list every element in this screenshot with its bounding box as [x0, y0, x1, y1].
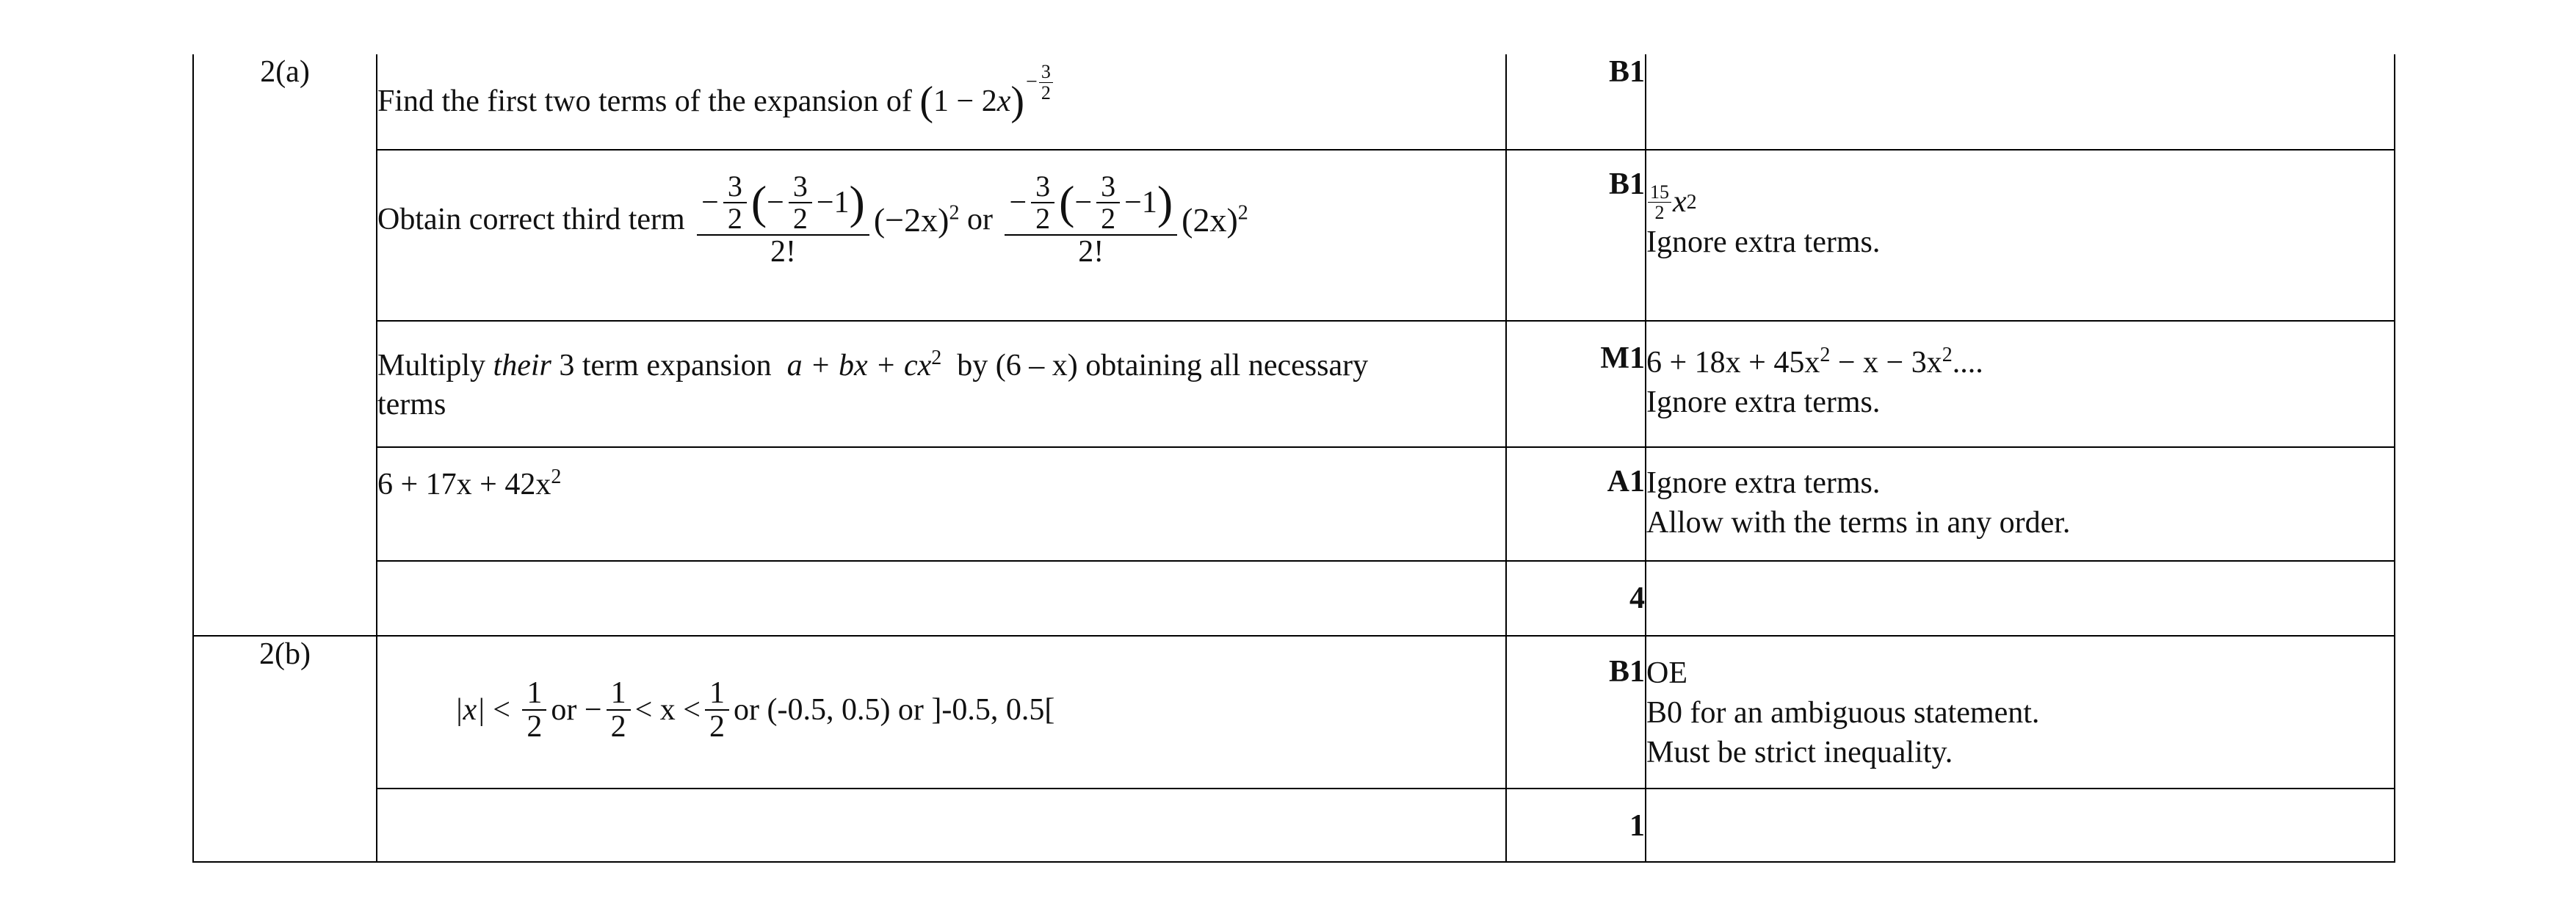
mark-b1: B1 [1608, 655, 1645, 689]
guidance-cell [1646, 789, 2395, 862]
half-fraction: $\frac{1}{2}$ [705, 677, 729, 743]
answer-text: 3 term expansion [559, 349, 772, 383]
mark-b1: B1 [1608, 55, 1645, 89]
guidance-expression: $\frac{15}{2}$ x 2 [1646, 182, 1697, 223]
answer-expression: a + bx + cx [786, 349, 932, 383]
answer-cell: |x| < $\frac{1}{2}$ or − $\frac{1}{2}$ < x < $\frac{1}{2}$ or (-0.5, 0.5) or ]-0.5, 0.5[ [377, 636, 1506, 789]
mark-a1: A1 [1607, 465, 1645, 499]
guidance-text: B0 for an ambiguous statement. [1646, 695, 2040, 730]
half-fraction: $\frac{1}{2}$ [607, 677, 631, 743]
answer-text: Find the first two terms of the expansion of [377, 84, 912, 118]
guidance-cell [1646, 321, 2395, 447]
expr-exponent: − $\frac{3}{2}$ [1026, 62, 1054, 103]
mark-total-cell [1506, 789, 1646, 862]
answer-text: Obtain correct third term [377, 203, 685, 237]
table-row [193, 789, 2395, 862]
table-row [193, 636, 2395, 789]
answer-emphasis: their [493, 349, 551, 383]
question-label: 2(a) [260, 55, 310, 89]
answer-cell: Find the first two terms of the expansion of ( 1 − 2x ) − $\frac{3}{2}$ [377, 54, 1506, 150]
table-row [193, 150, 2395, 321]
mark-total: 4 [1629, 581, 1645, 615]
half-fraction: $\frac{1}{2}$ [522, 677, 546, 743]
guidance-cell [1646, 447, 2395, 561]
term-1: $(-2x)^2$ [873, 200, 960, 239]
answer-cell [377, 447, 1506, 561]
answer-text: or (-0.5, 0.5) or ]-0.5, 0.5[ [733, 693, 1055, 727]
third-term-fraction-2: − $\frac{3}{2}$ ( − $\frac{3}{2}$ −1 ) 2! [1005, 171, 1177, 268]
question-number-2b [193, 636, 377, 862]
mark-cell [1506, 447, 1646, 561]
guidance-text: OE [1646, 656, 1687, 690]
table-row [193, 447, 2395, 561]
mark-cell [1506, 54, 1646, 150]
answer-cell: Multiply their 3 term expansion a + bx + $cx^2$ by (6 – x) obtaining all necessary terms [377, 321, 1506, 447]
answer-text: by (6 – x) obtaining all necessary [957, 349, 1369, 383]
mark-m1: M1 [1600, 341, 1645, 375]
guidance-text: Allow with the terms in any order. [1646, 505, 2071, 540]
answer-text: Multiply [377, 349, 486, 383]
guidance-cell [1646, 636, 2395, 789]
answer-text: terms [377, 387, 446, 421]
mark-scheme-table [192, 54, 2395, 863]
guidance-text: Ignore extra terms. [1646, 225, 1881, 259]
mark-cell [1506, 150, 1646, 321]
answer-cell [377, 150, 1506, 321]
guidance-cell [1646, 150, 2395, 321]
mark-total: 1 [1629, 809, 1645, 843]
guidance-text: Ignore extra terms. [1646, 385, 1881, 419]
guidance-text: Ignore extra terms. [1646, 466, 1881, 500]
third-term-fraction-1: − $\frac{3}{2}$ ( − $\frac{3}{2}$ −1 ) 2! [697, 171, 869, 268]
guidance-cell [1646, 54, 2395, 150]
guidance-text: Must be strict inequality. [1646, 735, 1953, 769]
mark-cell [1506, 636, 1646, 789]
question-label: 2(b) [259, 637, 311, 671]
answer-expression: |x| [455, 693, 485, 727]
expr-inner: 1 − 2x [933, 84, 1011, 118]
answer-expression: $6 + 17x + 42x^2$ [377, 465, 562, 501]
or-text: or [966, 203, 993, 237]
answer-cell [377, 789, 1506, 862]
term-2: $(2x)^2$ [1182, 200, 1248, 239]
guidance-expression: $6 + 18x + 45x^2 - x - 3x^2$.... [1646, 344, 1983, 380]
mark-total-cell [1506, 561, 1646, 636]
question-number-2a [193, 54, 377, 636]
table-row [193, 321, 2395, 447]
answer-text: < x < [634, 693, 701, 727]
mark-b1: B1 [1608, 167, 1645, 201]
table-row [193, 561, 2395, 636]
answer-cell [377, 561, 1506, 636]
table-row [193, 54, 2395, 150]
answer-text: or − [551, 693, 602, 727]
mark-cell [1506, 321, 1646, 447]
guidance-cell [1646, 561, 2395, 636]
